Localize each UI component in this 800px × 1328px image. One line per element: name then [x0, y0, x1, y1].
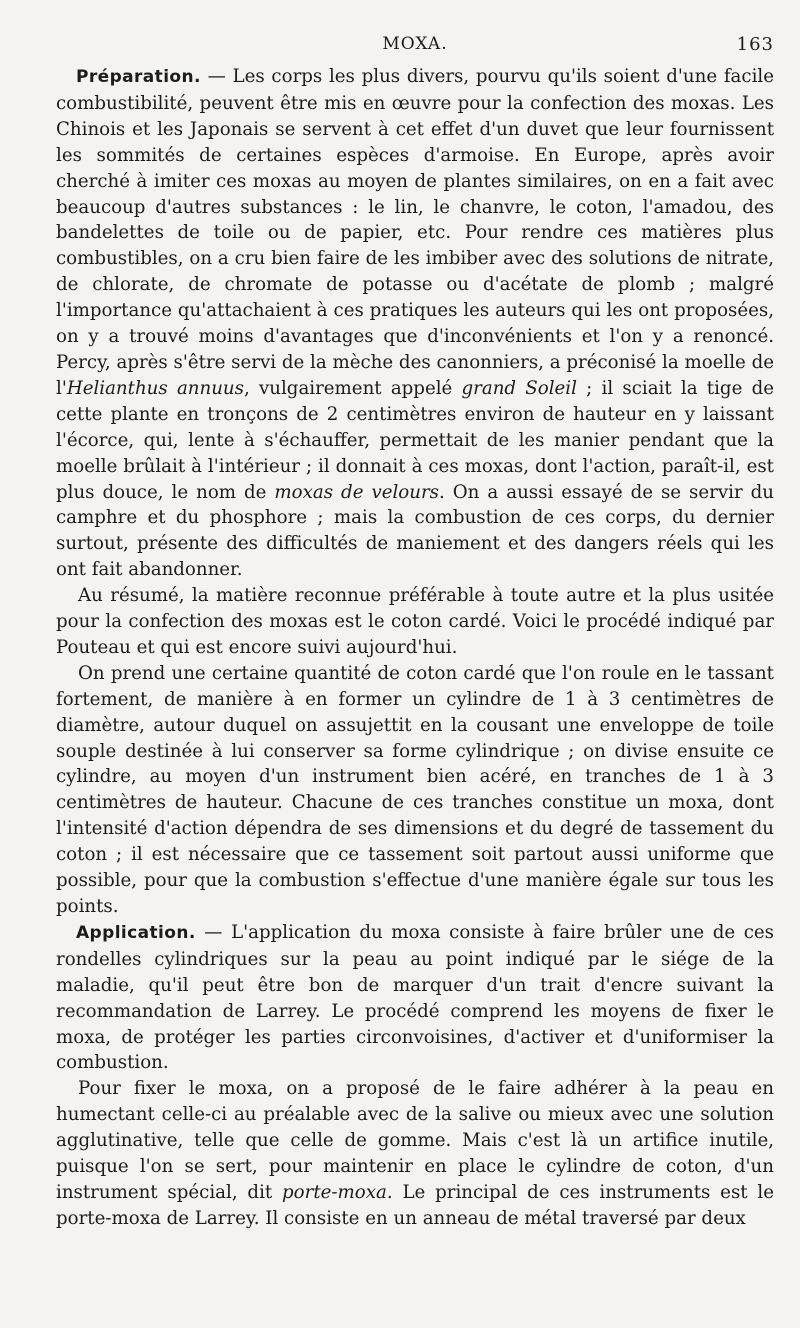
- section-heading-preparation: Préparation.: [76, 67, 201, 87]
- page-number: 163: [736, 34, 774, 55]
- paragraph-fixer: [56, 1076, 774, 1231]
- text-run: , vulgairement appelé: [243, 377, 462, 399]
- text-run: ; il sciait la tige de cette plante en tronçons de 2 centimètres environ de hauteur en y laissant l'écorce, qui, lente à s'échauffer, permettait de les manier pendant que la moelle brûlait à l'intérieur ; il donnait à ces moxas, dont l'action, paraît-il, est plus douce, le nom de: [56, 377, 774, 503]
- running-head: [56, 34, 774, 64]
- italic-run: Helianthus annuus: [66, 377, 244, 399]
- italic-run: porte-moxa: [282, 1181, 387, 1203]
- running-title: MOXA.: [382, 34, 448, 54]
- text-run: . On a aussi essayé de se servir du camphre et du phosphore ; mais la combustion de ces corps, du dernier surtout, présente des difficultés de maniement et des dangers réels qui les ont fait abandonner.: [56, 481, 774, 581]
- text-run: . Le principal de ces instruments est le porte-moxa de Larrey. Il consiste en un anneau de métal traversé par deux: [56, 1181, 774, 1229]
- section-heading-application: Application.: [76, 922, 196, 943]
- italic-run: moxas de velours: [274, 481, 439, 503]
- paragraph-preparation: [56, 64, 774, 583]
- paragraph-resume: Au résumé, la matière reconnue préférable à toute autre et la plus usitée pour la confection des moxas est le coton cardé. Voici le procédé indiqué par Pouteau et qui est encore suivi aujourd'hui.: [56, 585, 774, 658]
- paragraph-procede: On prend une certaine quantité de coton cardé que l'on roule en le tassant fortement, de manière à en former un cylindre de 1 à 3 centimètres de diamètre, autour duquel on assujettit en la cousant une enveloppe de toile souple destinée à lui conserver sa forme cylindrique ; on divise ensuite ce cylindre, au moyen d'un instrument bien acéré, en tranches de 1 à 3 centimètres de hauteur. Chacune de ces tranches constitue un moxa, dont l'intensité d'action dépendra de ses dimensions et du degré de tassement du coton ; il est nécessaire que ce tassement soit partout aussi uniforme que possible, pour que la combustion s'effectue d'une manière égale sur tous les points.: [56, 662, 774, 917]
- text-run: — Les corps les plus divers, pourvu qu'ils soient d'une facile combustibilité, peuvent être mis en œuvre pour la confection des moxas. Les Chinois et les Japonais se servent à cet effet d'un duvet que leur fournissent les sommités de certaines espèces d'armoise. En Europe, après avoir cherché à imiter ces moxas au moyen de plantes similaires, on en a fait avec beaucoup d'autres substances : le lin, le chanvre, le coton, l'amadou, des bandelettes de toile ou de papier, etc. Pour rendre ces matières plus combustibles, on a cru bien faire de les imbiber avec des solutions de nitrate, de chlorate, de chromate de potasse ou d'acétate de plomb ; malgré l'importance qu'attachaient à ces pratiques les auteurs qui les ont proposées, on y a trouvé moins d'avantages que d'inconvénients et l'on y a renoncé. Percy, après s'être servi de la mèche des canonniers, a préconisé la moelle de l': [56, 66, 774, 399]
- text-run: — L'application du moxa consiste à faire brûler une de ces rondelles cylindriques sur la peau au point indiqué par le siége de la maladie, qu'il peut être bon de marquer d'un trait d'encre suivant la recommandation de Larrey. Le procédé comprend les moyens de fixer le moxa, de protéger les parties circonvoisines, d'activer et d'uniformiser la combustion.: [56, 921, 774, 1074]
- paragraph-application: [56, 920, 774, 1076]
- italic-run: grand Soleil: [461, 377, 577, 399]
- text-run: Pour fixer le moxa, on a proposé de le faire adhérer à la peau en humectant celle-ci au préalable avec de la salive ou mieux avec une solution agglutinative, telle que celle de gomme. Mais c'est là un artifice inutile, puisque l'on se sert, pour maintenir en place le cylindre de coton, d'un instrument spécial, dit: [56, 1078, 774, 1203]
